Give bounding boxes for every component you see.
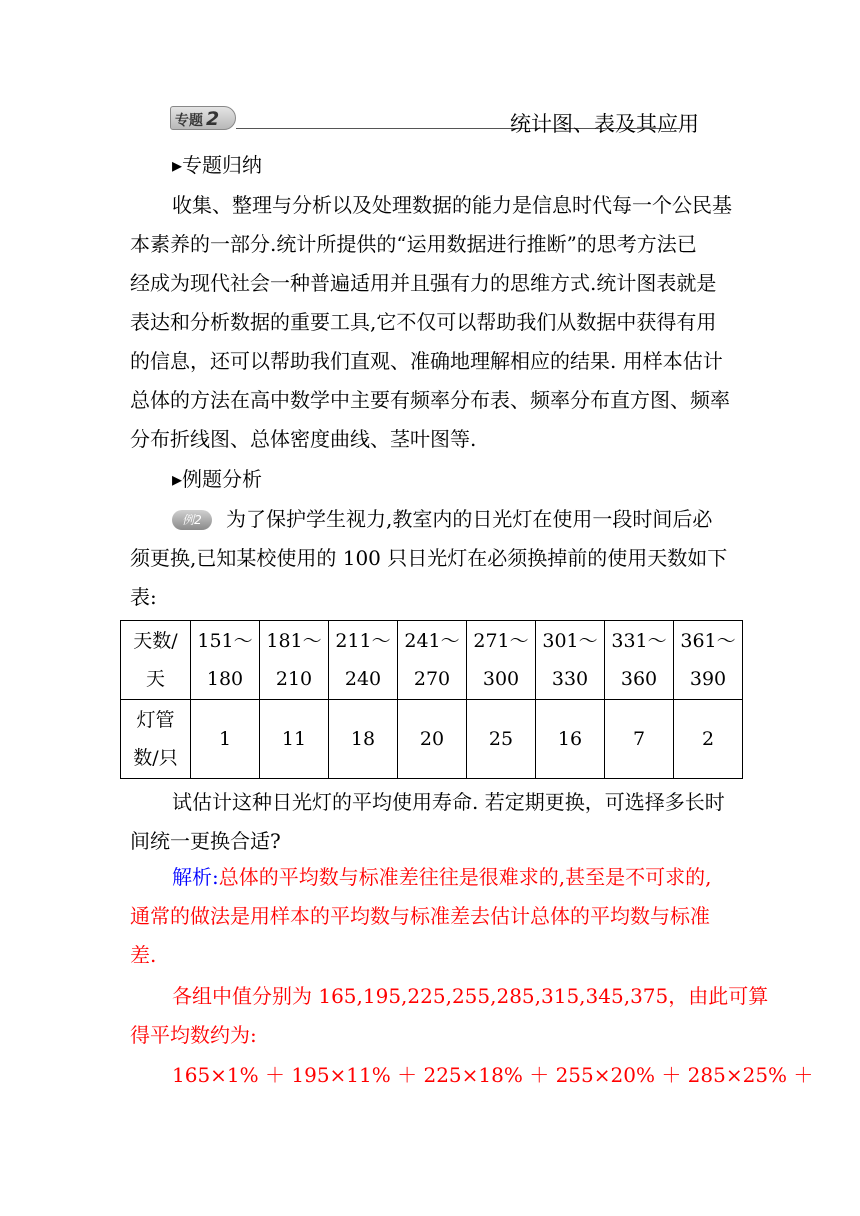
section-heading-summary: ▸专题归纳 (172, 153, 263, 177)
topic-badge-label: 专题 (175, 113, 203, 129)
solution-line: 得平均数约为: (130, 1023, 257, 1047)
question-line: 试估计这种日光灯的平均使用寿命. 若定期更换，可选择多长时 (172, 790, 725, 814)
intro-line: 本素养的一部分.统计所提供的“运用数据进行推断”的思考方法已 (130, 232, 697, 256)
example-line (172, 506, 772, 532)
intro-line: 经成为现代社会一种普遍适用并且强有力的思维方式.统计图表就是 (130, 271, 717, 295)
topic-badge (170, 106, 236, 130)
table-row-days (121, 621, 743, 700)
solution-line (172, 864, 772, 890)
topic-header (170, 106, 730, 138)
table-cell-range: 241～ 270 (398, 621, 467, 700)
row-header-days: 天数/ 天 (121, 621, 191, 700)
example-badge: 例2 (172, 510, 212, 530)
intro-line: 总体的方法在高中数学中主要有频率分布表、频率分布直方图、频率 (130, 388, 730, 412)
example-line: 须更换,已知某校使用的 100 只日光灯在必须换掉前的使用天数如下 (130, 546, 728, 570)
row-header-count: 灯管 数/只 (121, 700, 191, 779)
table-cell-count: 2 (674, 700, 743, 779)
intro-line: 表达和分析数据的重要工具,它不仅可以帮助我们从数据中获得有用 (130, 310, 717, 334)
table-row-counts (121, 700, 743, 779)
table-cell-count: 25 (467, 700, 536, 779)
solution-formula: 165×1% ＋ 195×11% ＋ 225×18% ＋ 255×20% ＋ 285×25% ＋ (172, 1063, 814, 1087)
table-cell-count: 11 (260, 700, 329, 779)
table-cell-count: 18 (329, 700, 398, 779)
table-cell-range: 181～ 210 (260, 621, 329, 700)
table-cell-range: 301～ 330 (536, 621, 605, 700)
table-cell-count: 1 (191, 700, 260, 779)
table-cell-count: 16 (536, 700, 605, 779)
table-cell-count: 20 (398, 700, 467, 779)
topic-badge-number: 2 (206, 108, 220, 130)
table-cell-range: 211～ 240 (329, 621, 398, 700)
intro-line: 的信息，还可以帮助我们直观、准确地理解相应的结果. 用样本估计 (130, 349, 723, 373)
intro-line: 分布折线图、总体密度曲线、茎叶图等. (130, 427, 477, 451)
table-cell-range: 361～ 390 (674, 621, 743, 700)
solution-label: 解析: (172, 865, 219, 889)
question-line: 间统一更换合适? (130, 829, 281, 853)
example-text: 为了保护学生视力,教室内的日光灯在使用一段时间后必 (226, 507, 713, 531)
usage-days-table (120, 620, 743, 779)
solution-line: 差. (130, 943, 157, 967)
solution-text: 总体的平均数与标准差往往是很难求的,甚至是不可求的, (218, 865, 712, 889)
solution-line: 各组中值分别为 165,195,225,255,285,315,345,375，由此可算 (172, 984, 769, 1008)
example-line: 表: (130, 585, 157, 609)
solution-line: 通常的做法是用样本的平均数与标准差去估计总体的平均数与标准 (130, 904, 710, 928)
table-cell-range: 151～ 180 (191, 621, 260, 700)
table-cell-count: 7 (605, 700, 674, 779)
topic-title: 统计图、表及其应用 (510, 112, 699, 136)
section-heading-example: ▸例题分析 (172, 467, 263, 491)
table-cell-range: 271～ 300 (467, 621, 536, 700)
table-cell-range: 331～ 360 (605, 621, 674, 700)
intro-line: 收集、整理与分析以及处理数据的能力是信息时代每一个公民基 (172, 193, 732, 217)
